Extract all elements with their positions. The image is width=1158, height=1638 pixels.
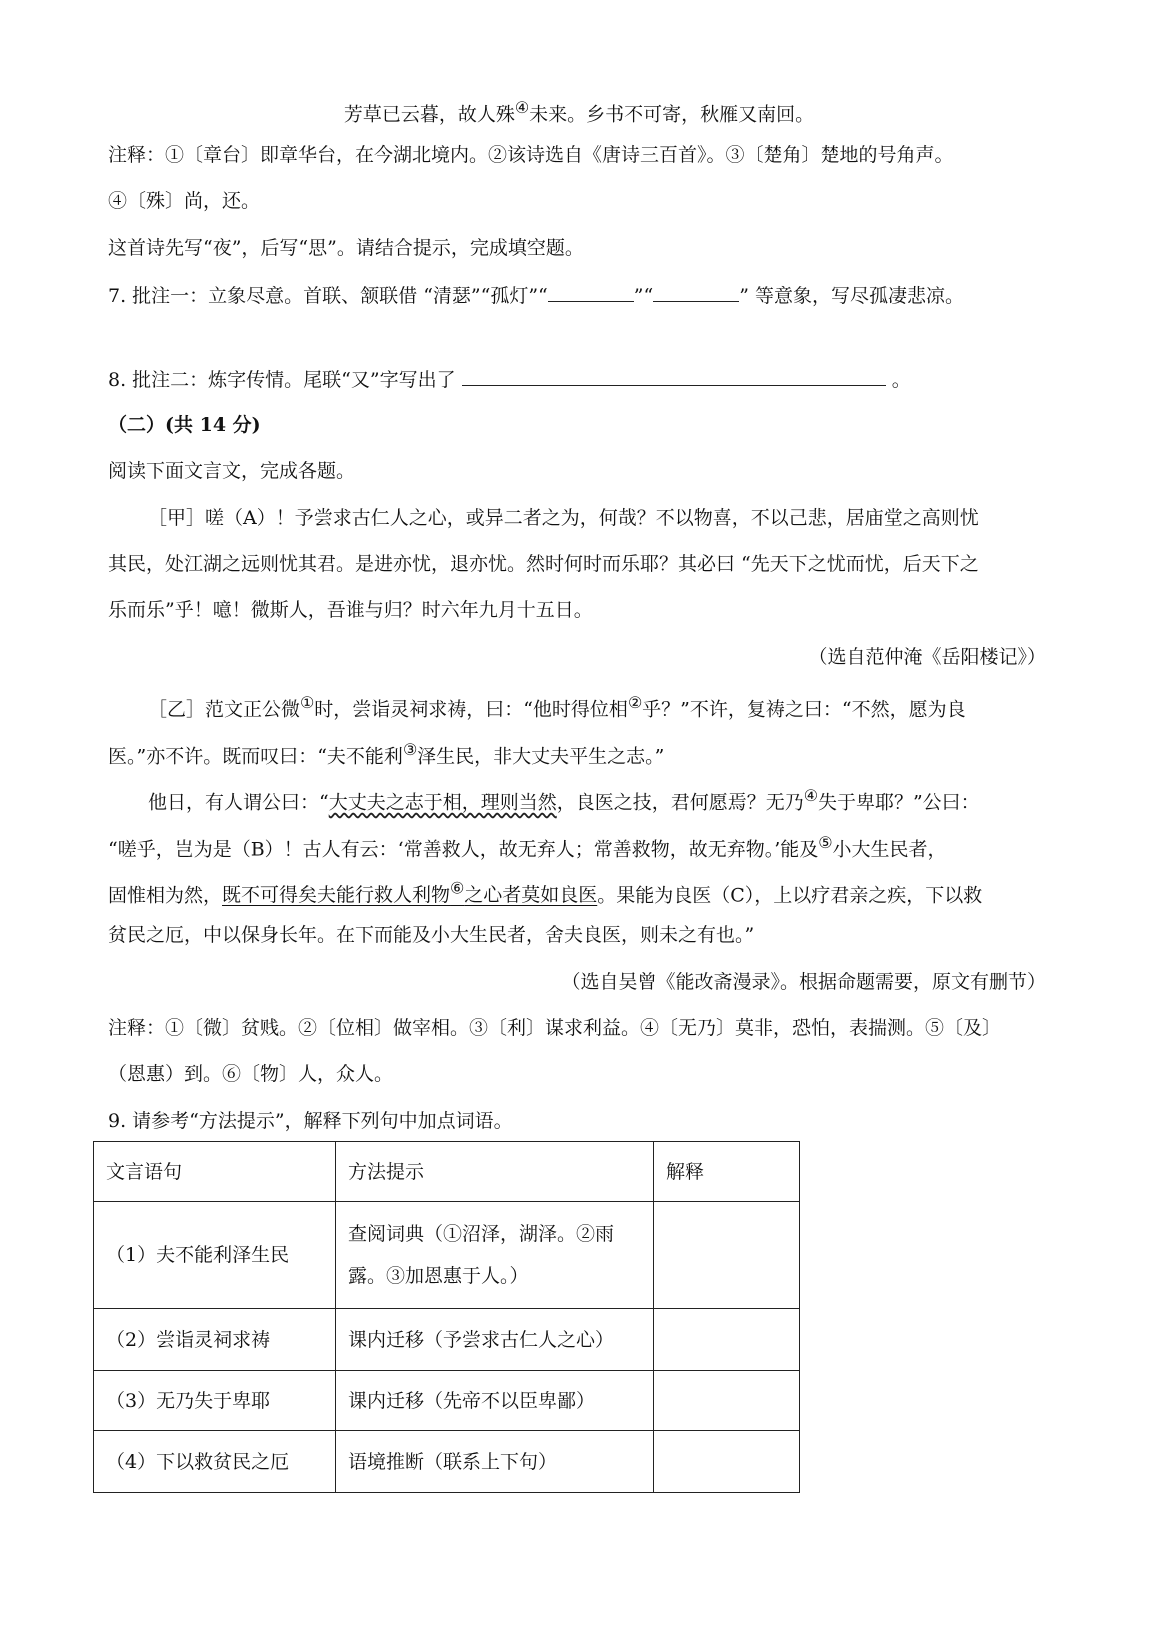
answer-table <box>93 1141 800 1493</box>
yi-text: ，良医之技，君何愿焉？无乃 <box>556 791 804 814</box>
table-cell-sentence: （2）尝诣灵祠求祷 <box>94 1309 336 1371</box>
table-row <box>94 1309 800 1371</box>
jia-line-1: ［甲］嗟（A）！予尝求古仁人之心，或异二者之为，何哉？不以物喜，不以己悲，居庙堂之高则忧 <box>148 507 979 529</box>
yi-text: 乎？”不许，复祷之曰：“不然，愿为良 <box>642 698 966 721</box>
note-marker: ② <box>627 693 643 712</box>
table-row <box>94 1202 800 1309</box>
note-marker: ⑤ <box>818 833 833 852</box>
table-cell-sentence: （1）夫不能利泽生民 <box>94 1202 336 1309</box>
table-cell-answer[interactable] <box>654 1309 800 1371</box>
yi-line-6: 贫民之厄，中以保身长年。在下而能及小大生民者，舍夫良医，则未之有也。” <box>108 924 755 946</box>
table-cell-hint: 课内迁移（予尝求古仁人之心） <box>336 1309 654 1371</box>
note-marker: ① <box>300 693 315 712</box>
jia-line-2: 其民，处江湖之远则忧其君。是进亦忧，退亦忧。然时何时而乐耶？其必曰 “先天下之忧而忧，后天下之 <box>108 553 979 575</box>
table-cell-hint: 语境推断（联系上下句） <box>336 1431 654 1493</box>
yi-text: ［乙］范文正公微 <box>148 698 301 721</box>
table-cell-hint: 课内迁移（先帝不以臣卑鄙） <box>336 1371 654 1431</box>
q8-blank[interactable] <box>462 365 886 386</box>
table-cell-answer[interactable] <box>654 1202 800 1309</box>
q7-prefix: 7. 批注一：立象尽意。首联、颔联借 “清瑟”“孤灯”“ <box>108 285 548 307</box>
instruction: 这首诗先写“夜”，后写“思”。请结合提示，完成填空题。 <box>108 237 584 259</box>
yi-line-1 <box>148 690 966 722</box>
yi-text: 时，尝诣灵祠求祷，曰：“他时得位相 <box>314 698 628 721</box>
table-header: 解释 <box>654 1142 800 1202</box>
yi-text: 他日，有人谓公曰：“ <box>148 791 329 814</box>
q7-blank-2[interactable] <box>653 281 739 302</box>
underlined-sentence <box>222 879 598 907</box>
yi-line-3 <box>148 783 980 815</box>
q7-blank-1[interactable] <box>548 281 634 302</box>
yi-text: 失于卑耶？”公曰： <box>817 791 980 814</box>
jia-source: （选自范仲淹《岳阳楼记》） <box>808 646 1046 668</box>
yi-source: （选自吴曾《能改斋漫录》。根据命题需要，原文有删节） <box>561 971 1046 993</box>
q7-middle: ”“ <box>633 285 654 307</box>
yi-text: 泽生民，非大丈夫平生之志。” <box>417 745 665 768</box>
note-marker: ⑥ <box>450 879 465 898</box>
table-cell-answer[interactable] <box>654 1431 800 1493</box>
section-heading: （二）(共 14 分) <box>108 414 261 436</box>
poem-last-line <box>0 95 1158 127</box>
table-header: 方法提示 <box>336 1142 654 1202</box>
table-cell-sentence: （4）下以救贫民之厄 <box>94 1431 336 1493</box>
poem-text-2: 未来。乡书不可寄，秋雁又南回。 <box>529 103 815 126</box>
notes-line-2: ④〔殊〕尚，还。 <box>108 190 261 212</box>
yi-text: “嗟乎，岂为是（B）！古人有云：‘常善救人，故无弃人；常善救物，故无弃物。’能及 <box>108 838 819 861</box>
question-9: 9. 请参考“方法提示”，解释下列句中加点词语。 <box>108 1110 513 1132</box>
yi-text: 。果能为良医（C），上以疗君亲之疾，下以救 <box>597 884 983 907</box>
yi-text: 医。”亦不许。既而叹曰：“夫不能利 <box>108 745 403 768</box>
hint-line: 查阅词典（①沼泽，湖泽。②雨 <box>348 1223 615 1245</box>
question-8 <box>108 365 911 393</box>
question-7 <box>108 281 964 309</box>
underlined-text: 既不可得矣夫能行救人利物 <box>222 884 451 907</box>
table-header: 文言语句 <box>94 1142 336 1202</box>
table-cell-sentence: （3）无乃失于卑耶 <box>94 1371 336 1431</box>
jia-line-3: 乐而乐”乎！噫！微斯人，吾谁与归？时六年九月十五日。 <box>108 599 593 621</box>
wavy-underlined-phrase: 大丈夫之志于相，理则当然 <box>328 791 557 814</box>
yi-line-2 <box>108 737 664 769</box>
yi-line-4 <box>108 830 946 862</box>
note-marker: ③ <box>402 740 418 759</box>
note-marker: ④ <box>514 98 530 117</box>
poem-text-1: 芳草已云暮，故人殊 <box>343 103 515 126</box>
hint-line: 露。③加恩惠于人。） <box>348 1265 529 1287</box>
notes-line-1: 注释：①〔章台〕即章华台，在今湖北境内。②该诗选自《唐诗三百首》。③〔楚角〕楚地的号角声。 <box>108 144 954 166</box>
notes2-line-2: （恩惠）到。⑥〔物〕人，众人。 <box>108 1063 394 1085</box>
q8-prefix: 8. 批注二：炼字传情。尾联“又”字写出了 <box>108 369 456 391</box>
note-marker: ④ <box>803 786 818 805</box>
table-row <box>94 1371 800 1431</box>
q8-suffix: 。 <box>891 369 911 391</box>
yi-line-5 <box>108 876 982 908</box>
table-cell-hint <box>336 1202 654 1309</box>
section-intro: 阅读下面文言文，完成各题。 <box>108 460 356 482</box>
q7-suffix: ” 等意象，写尽孤凄悲凉。 <box>739 285 964 307</box>
underlined-text: 之心者莫如良医 <box>464 884 598 907</box>
table-row <box>94 1431 800 1493</box>
yi-text: 小大生民者， <box>832 838 947 861</box>
yi-text: 固惟相为然， <box>108 884 223 907</box>
notes2-line-1: 注释：①〔微〕贫贱。②〔位相〕做宰相。③〔利〕谋求利益。④〔无乃〕莫非，恐怕，表揣测。⑤〔及〕 <box>108 1017 1002 1039</box>
table-header-row <box>94 1142 800 1202</box>
table-cell-answer[interactable] <box>654 1371 800 1431</box>
